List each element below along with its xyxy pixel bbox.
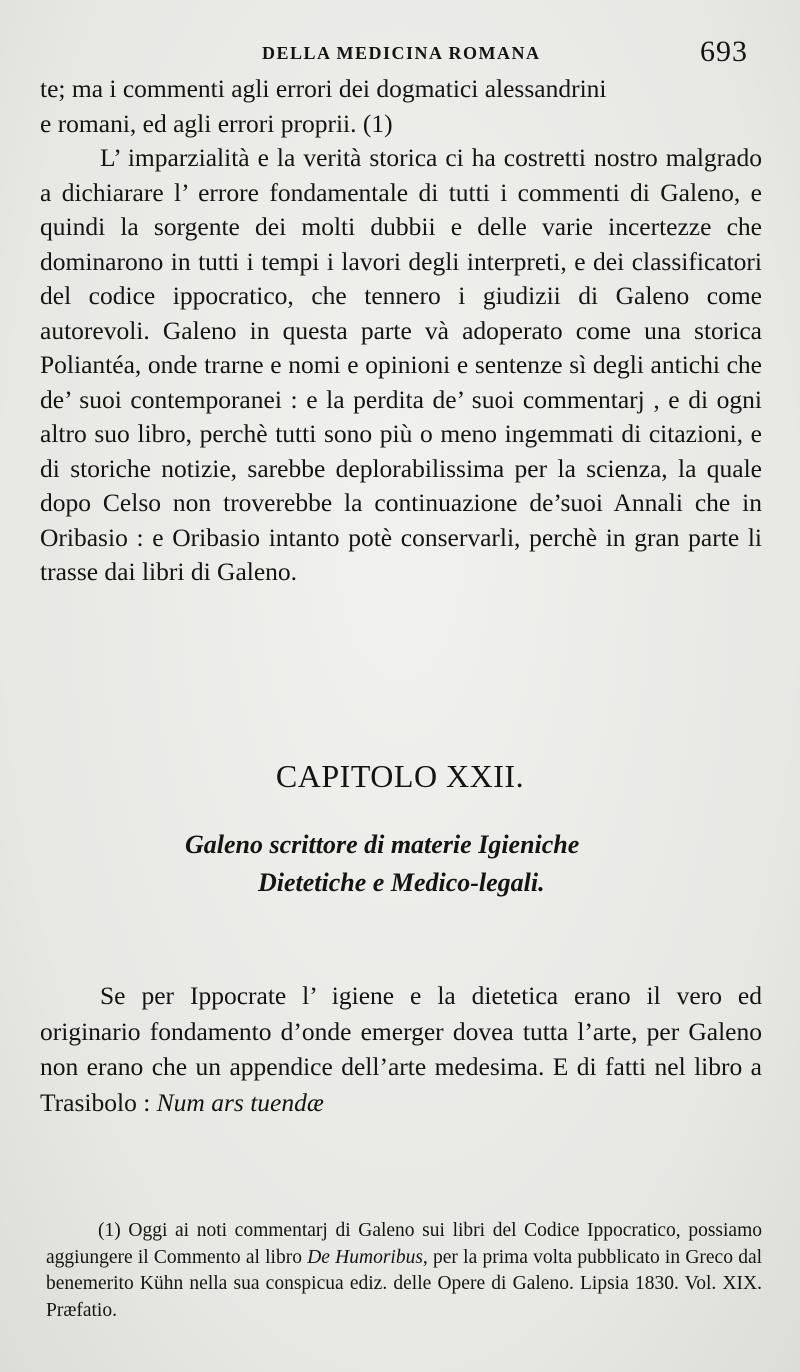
latin-title: Num ars tuendæ: [156, 1087, 324, 1117]
paragraph-line: te; ma i commenti agli errori dei dogmatici alessandrini: [40, 74, 607, 103]
running-head: DELLA MEDICINA ROMANA: [262, 43, 541, 63]
paragraph-continuation: [40, 72, 762, 141]
chapter-subtitle: Dietetiche e Medico-legali.: [258, 868, 545, 897]
chapter-subtitle: Galeno scrittore di materie Igieniche: [185, 830, 580, 859]
page-header: [0, 35, 800, 75]
paragraph: L’ imparzialità e la verità storica ci ha costretti nostro malgrado a dichiarare l’ errore fondamentale di tutti i commenti di Galeno, e quindi la sorgente dei molti dubbii e delle varie incertezze che dominarono in tutti i tempi i lavori degli interpreti, e dei classificatori del codice ippocratico, che tennero i giudizii di Galeno come autorevoli. Galeno in questa parte và adoperato come una storica Poliantéa, onde trarne e nomi e opinioni e sentenze sì degli antichi che de’ suoi contemporanei : e la perdita de’ suoi commentarj , e di ogni altro suo libro, perchè tutti sono più o meno ingemmati di citazioni, e di storiche notizie, sarebbe deplorabilissima per la scienza, la quale dopo Celso non troverebbe la continuazione de’suoi Annali che in Oribasio : e Oribasio intanto potè conservarli, perchè in gran parte li trasse dai libri di Galeno.: [40, 143, 762, 586]
page-number: 693: [700, 35, 748, 68]
chapter-title: CAPITOLO XXII.: [275, 758, 525, 794]
footnote-text: , per la prima volta pubblicato in Greco dal benemerito Kühn nella sua conspicua ediz. delle Opere di Galeno. Lipsia 1830. Vol. XIX. Præfatio.: [46, 1246, 763, 1321]
footnote-italic-title: De Humoribus: [307, 1246, 423, 1268]
chapter-text: [40, 978, 762, 1120]
footnote-text: (1) Oggi ai noti commentarj di Galeno sui libri del Codice Ippocratico, possiamo aggiungere il Commento al libro: [46, 1220, 762, 1268]
footnote-paragraph: [46, 1218, 762, 1324]
main-text: [40, 72, 762, 590]
paragraph: [40, 978, 762, 1120]
paragraph-text: Se per Ippocrate l’ igiene e la dietetica erano il vero ed originario fondamento d’onde emerger dovea tutta l’arte, per Galeno non erano che un appendice dell’arte medesima. E di fatti nel libro a Trasibolo :: [40, 981, 762, 1117]
footnote: [46, 1218, 762, 1324]
paragraph-line: e romani, ed agli errori proprii. (1): [40, 108, 393, 138]
